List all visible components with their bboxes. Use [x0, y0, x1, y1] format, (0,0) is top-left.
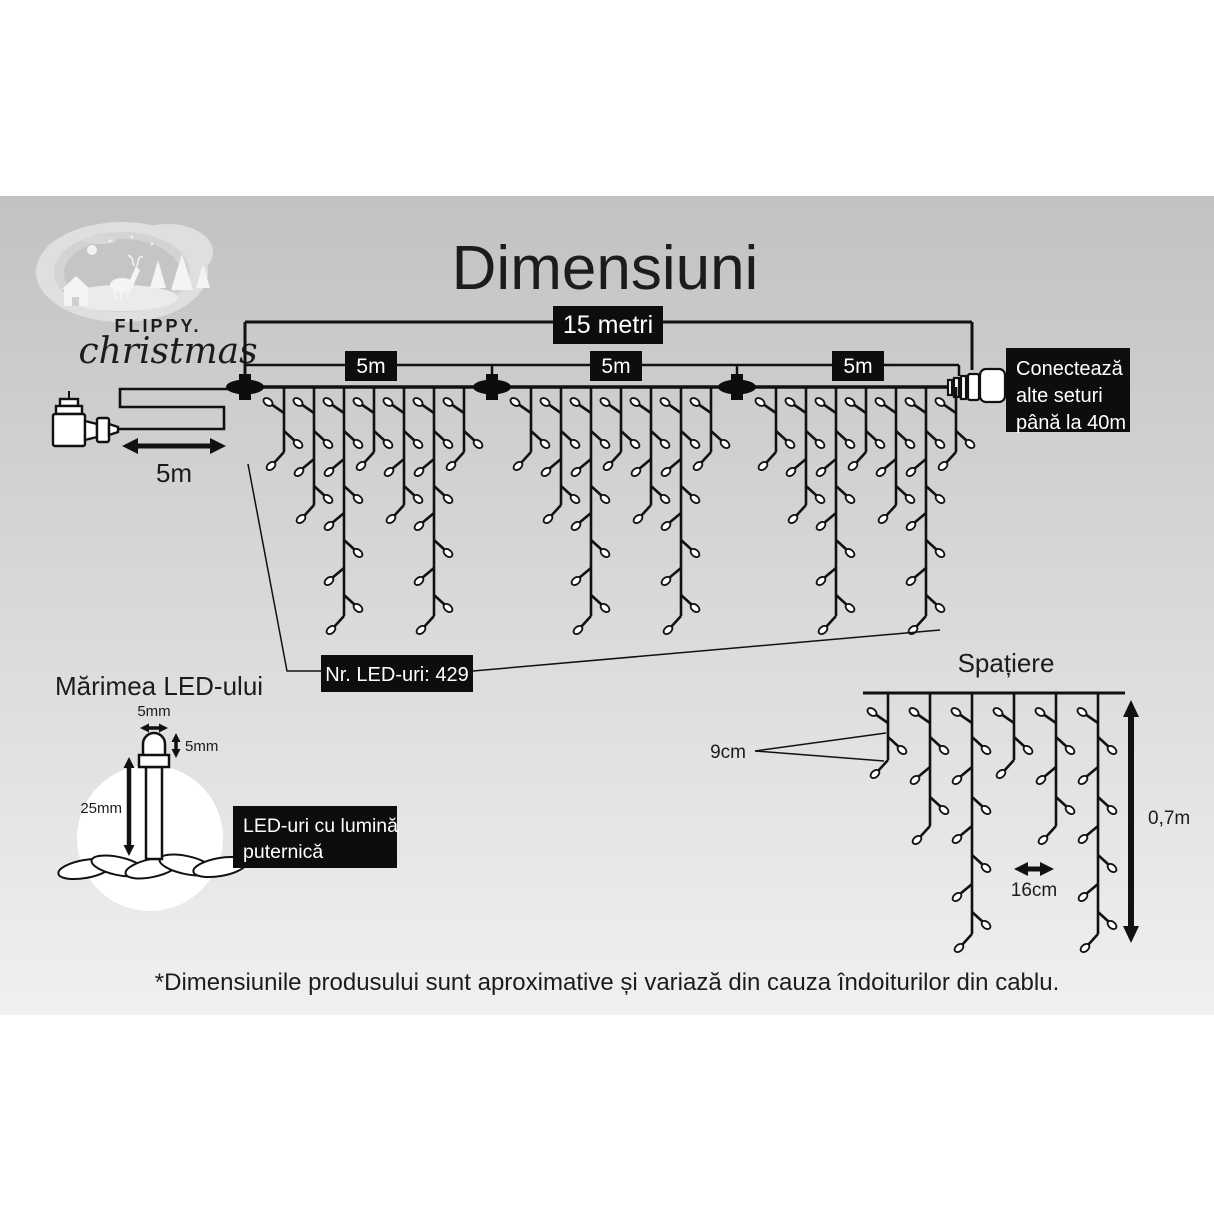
drop-gap-dimension	[1011, 862, 1057, 901]
connect-note-line3: până la 40m	[1016, 412, 1127, 434]
logo-script-text: christmas	[78, 331, 258, 372]
segment-length-label: 5m	[601, 355, 631, 378]
led-size-heading: Mărimea LED-ului	[55, 671, 264, 701]
lead-length-label: 5m	[155, 458, 193, 488]
led-length-label: 25mm	[80, 800, 122, 817]
drop-length-label: 0,7m	[1148, 808, 1191, 829]
segment-length-label: 5m	[843, 355, 873, 378]
bright-led-line1: LED-uri cu lumină	[243, 815, 398, 837]
bulb-height-label: 5mm	[185, 738, 219, 755]
led-gap-label: 9cm	[710, 742, 746, 763]
connect-note-line2: alte seturi	[1016, 385, 1103, 407]
page-title: Dimensiuni	[451, 234, 759, 303]
segment-length-label: 5m	[356, 355, 386, 378]
footnote: *Dimensiunile produsului sunt aproximative și variază din cauza îndoiturilor din cablu.	[154, 969, 1060, 996]
total-length-label: 15 metri	[562, 311, 654, 339]
led-count-label: Nr. LED-uri: 429	[325, 664, 469, 686]
bulb-width-dimension	[137, 703, 170, 733]
drop-gap-label: 16cm	[1010, 880, 1058, 901]
moon-icon	[87, 245, 97, 255]
logo-brand-text: FLIPPY.	[114, 316, 202, 336]
bulb-width-label: 5mm	[137, 703, 171, 720]
connect-note-line1: Conectează	[1016, 358, 1123, 380]
spacing-heading: Spațiere	[957, 648, 1055, 678]
bright-led-line2: puternică	[243, 841, 324, 863]
